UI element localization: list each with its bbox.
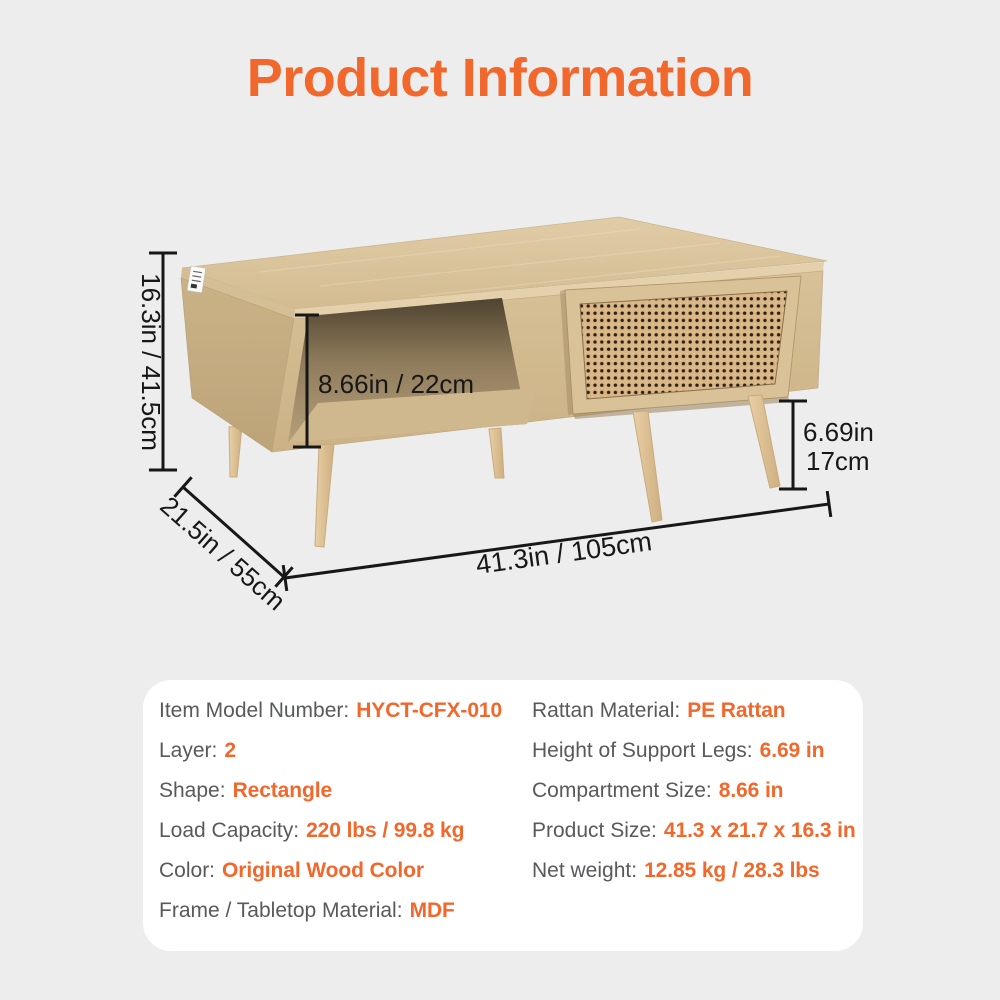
spec-row-compartment-size — [532, 777, 783, 805]
spec-row-item-model — [159, 697, 502, 725]
spec-value: 12.85 kg / 28.3 lbs — [644, 859, 820, 882]
spec-value: MDF — [409, 899, 455, 922]
spec-value: HYCT-CFX-010 — [356, 699, 503, 722]
spec-row-load-capacity — [159, 817, 464, 845]
spec-label: Frame / Tabletop Material: — [159, 899, 403, 922]
dimension-label-leg-in: 6.69in — [803, 417, 874, 447]
spec-value: 6.69 in — [759, 739, 825, 762]
spec-value: 41.3 x 21.7 x 16.3 in — [663, 819, 856, 842]
spec-label: Color: — [159, 859, 216, 882]
rattan-door — [560, 276, 801, 419]
rattan-mesh-dots — [580, 291, 787, 399]
spec-value: Rectangle — [232, 779, 333, 802]
dimension-label-depth: 21.5in / 55cm — [154, 490, 292, 617]
spec-label: Product Size: — [532, 819, 657, 842]
table-leg — [748, 395, 780, 488]
spec-label: Rattan Material: — [532, 699, 681, 722]
spec-value: PE Rattan — [687, 699, 786, 722]
spec-value: Original Wood Color — [222, 859, 424, 882]
spec-label: Height of Support Legs: — [532, 739, 753, 762]
dimension-label-overall-height: 16.3in / 41.5cm — [136, 273, 166, 451]
spec-value: 2 — [224, 739, 236, 762]
spec-row-leg-height — [532, 737, 824, 765]
dimension-label-compartment: 8.66in / 22cm — [318, 369, 475, 399]
spec-card — [143, 680, 863, 951]
table-leg — [315, 444, 334, 547]
table-leg — [633, 411, 662, 522]
spec-label: Shape: — [159, 779, 226, 802]
spec-label: Item Model Number: — [159, 699, 350, 722]
table-leg — [489, 428, 504, 478]
table-leg — [229, 426, 242, 477]
spec-value: 220 lbs / 99.8 kg — [306, 819, 465, 842]
spec-row-color — [159, 857, 424, 885]
spec-row-layer — [159, 737, 236, 765]
dimension-label-leg-cm: 17cm — [806, 446, 870, 476]
page-title: Product Information — [246, 48, 754, 108]
spec-row-frame-material — [159, 897, 455, 925]
spec-label: Net weight: — [532, 859, 638, 882]
spec-label: Layer: — [159, 739, 218, 762]
spec-row-net-weight — [532, 857, 820, 885]
spec-label: Load Capacity: — [159, 819, 300, 842]
spec-label: Compartment Size: — [532, 779, 712, 802]
spec-row-shape — [159, 777, 332, 805]
coffee-table-illustration — [181, 217, 827, 547]
spec-value: 8.66 in — [718, 779, 784, 802]
spec-row-product-size — [532, 817, 856, 845]
dimension-label-width: 41.3in / 105cm — [474, 526, 654, 580]
spec-row-rattan-material — [532, 697, 786, 725]
